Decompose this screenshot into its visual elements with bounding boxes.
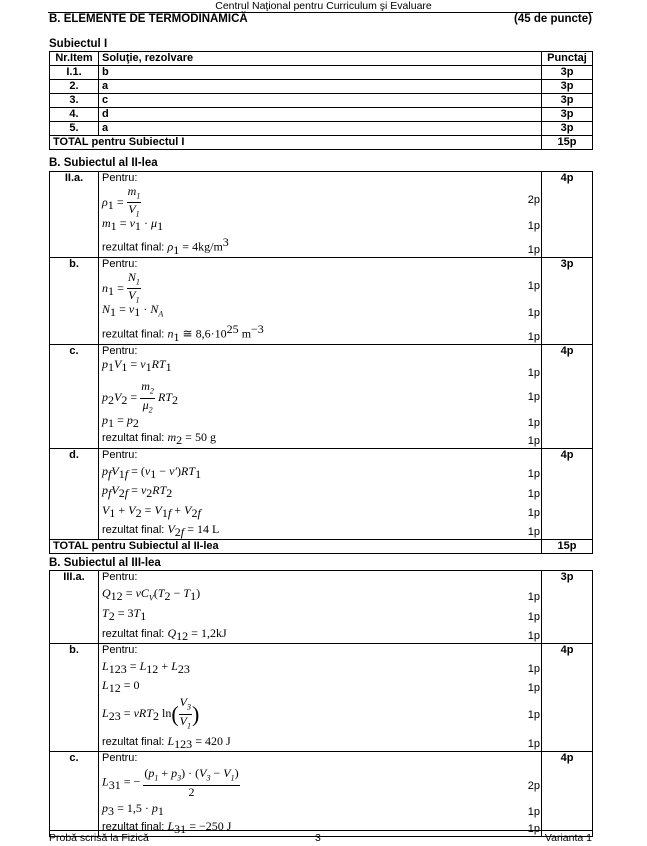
item-solution [99,172,542,258]
result-value: 420 J [205,734,231,749]
line-points: 1p [527,468,540,481]
line-points: 1p [527,629,540,642]
item-number: c. [50,752,99,836]
item-points: 4p [542,345,593,449]
item-answer: c [99,94,542,108]
item-points: 3p [542,94,593,108]
result-value: 50 g [195,430,217,445]
item-number: 5. [50,122,99,136]
item-row [50,752,593,836]
line-points: 1p [527,682,540,695]
result-line: rezultat final: $L_{31} = -250$ J 1p [102,818,540,836]
item-points: 3p [542,571,593,644]
line-points: 1p [527,506,540,519]
total-points: 15p [542,136,593,150]
subiect3-heading: B. Subiectul al III-lea [49,557,161,569]
formula-line: $p_1V_1 = \nu_1RT_1$ 1p [102,357,540,380]
subiect3-table [49,570,593,837]
formula-line: $L_{123} = L_{12} + L_{23}$ 1p [102,658,540,676]
result-label: rezultat final: [102,523,165,536]
result-line: rezultat final: $Q_{12} = 1,2kJ$ 1p [102,625,540,643]
result-value: 4kg/m [192,239,223,254]
item-number: d. [50,449,99,540]
result-label: rezultat final: [102,432,165,445]
item-points: 3p [542,66,593,80]
item-row [50,571,593,644]
section-points: (45 de puncte) [514,13,592,25]
table-row [50,122,593,136]
line-points: 1p [527,822,540,835]
result-label: rezultat final: [102,820,165,833]
subiect1-table [49,51,593,150]
formula-line: $p_1 = p_2$ 1p [102,413,540,431]
item-solution [99,449,542,540]
item-row [50,172,593,258]
item-points: 4p [542,643,593,752]
result-line: rezultat final: $L_{123} = 420$ J 1p [102,734,540,752]
line-points: 1p [527,244,540,257]
table-row [50,94,593,108]
item-solution [99,752,542,836]
col-solution-header: Soluţie, rezolvare [99,52,542,66]
footer-variant: Varianta 1 [544,832,592,844]
result-label: rezultat final: [102,329,165,342]
line-points: 1p [527,487,540,500]
total-label: TOTAL pentru Subiectul al II-lea [50,540,542,554]
item-points: 3p [542,258,593,345]
item-row [50,258,593,345]
formula-line: $\rho_1$ = $\frac{m_1}{V_1}$ 2p [102,184,540,219]
formula-line: $p_fV_{1f} = (\nu_1 - \nu')RT_1$ 1p [102,464,540,482]
formula-line: $L_{12} = 0$ 1p [102,677,540,696]
item-solution [99,571,542,644]
item-number: I.1. [50,66,99,80]
table-header-row [50,52,593,66]
line-points: 1p [527,709,540,722]
item-answer: a [99,122,542,136]
result-value: 14 L [197,521,220,536]
result-line: rezultat final: $n_1$ ≅ $8,6\cdot 10^{25}$ $m^{-3}$ 1p [102,322,540,345]
item-number: 4. [50,108,99,122]
item-solution [99,643,542,752]
line-points: 2p [527,194,540,206]
total-row [50,540,593,554]
result-unit-exponent: −3 [251,322,264,337]
result-line: rezultat final: $m_2 = 50$ g 1p [102,430,540,448]
formula-line: $L_{23} = \nu RT_2$ ln( $\frac{V_3}{V_1}$ ) 1p [102,695,540,730]
table-row [50,80,593,94]
pentru-label: Pentru: [102,345,138,358]
line-points: 1p [527,220,540,233]
line-points: 1p [527,331,540,344]
item-solution [99,258,542,345]
table-row [50,108,593,122]
pentru-label: Pentru: [102,752,138,765]
item-points: 3p [542,80,593,94]
item-number: III.a. [50,571,99,644]
formula-line: $m_1 = \nu_1 \cdot \mu_1$ 1p [102,216,540,234]
line-points: 1p [527,610,540,623]
item-number: b. [50,643,99,752]
line-points: 1p [527,738,540,751]
line-points: 1p [527,391,540,404]
item-points: 4p [542,449,593,540]
pentru-label: Pentru: [102,571,138,583]
footer-page-number: 3 [315,832,321,844]
formula-line: $p_fV_{2f} = \nu_2RT_2$ 1p [102,483,540,501]
result-label: rezultat final: [102,736,165,749]
item-points: 4p [542,752,593,836]
total-label: TOTAL pentru Subiectul I [50,136,542,150]
result-exponent: 25 [226,322,239,337]
result-value: 1,2kJ [201,625,227,640]
item-row [50,643,593,752]
item-number: b. [50,258,99,345]
col-item-header: Nr.Item [50,52,99,66]
item-number: II.a. [50,172,99,258]
formula-line: $Q_{12} = \nu C_V(T_2 - T_1)$ 1p [102,586,540,604]
formula-line: $n_1$ = $\frac{N_1}{V_1}$ 1p [102,270,540,305]
subiect2-table [49,171,593,554]
pentru-label: Pentru: [102,172,138,184]
page-header: Centrul Naţional pentru Curriculum şi Evaluare [215,0,432,12]
pentru-label: Pentru: [102,643,138,656]
result-unit: m [241,327,252,342]
line-points: 1p [527,662,540,675]
line-points: 2p [527,780,540,793]
line-points: 1p [527,417,540,430]
item-answer: d [99,108,542,122]
formula-line: $L_{31}$ = − $\frac{(p_1 + p_3) \cdot (V_3 - V_1)}{2}$ 2p [102,766,540,799]
section-title: B. ELEMENTE DE TERMODINAMICĂ [49,13,248,25]
line-points: 1p [527,434,540,447]
item-row [50,449,593,540]
total-row [50,136,593,150]
formula-line: $V_1 + V_2 = V_{1f} + V_{2f}$ 1p [102,502,540,520]
item-answer: b [99,66,542,80]
line-points: 1p [527,280,540,293]
result-label: rezultat final: [102,627,165,640]
total-points: 15p [542,540,593,554]
page-footer [49,830,592,844]
result-line: rezultat final: $V_{2f} = 14$ L 1p [102,521,540,540]
subiect1-heading: Subiectul I [49,38,108,50]
item-row [50,345,593,449]
line-points: 1p [527,805,540,818]
item-points: 3p [542,122,593,136]
subiect2-heading: B. Subiectul al II-lea [49,157,158,169]
pentru-label: Pentru: [102,258,138,271]
pentru-label: Pentru: [102,449,138,462]
line-points: 1p [527,367,540,380]
footer-exam-name: Probă scrisă la Fizică [49,832,149,844]
line-points: 1p [527,591,540,604]
item-number: 2. [50,80,99,94]
result-value: −250 J [199,818,232,833]
col-points-header: Punctaj [542,52,593,66]
formula-line: $T_2 = 3T_1$ 1p [102,606,540,624]
result-value: 8,6·10 [195,327,227,342]
result-label: rezultat final: [102,241,165,254]
line-points: 1p [527,307,540,320]
formula-line: $p_2V_2$ = $\frac{m_2}{\mu_2}$ $RT_2$ 1p [102,379,540,415]
item-number: 3. [50,94,99,108]
item-points: 3p [542,108,593,122]
table-row [50,66,593,80]
line-points: 1p [527,526,540,539]
formula-line: $p_3 = 1,5 \cdot p_1$ 1p [102,801,540,819]
item-points: 4p [542,172,593,258]
item-answer: a [99,80,542,94]
result-line: rezultat final: $\rho_1 = 4kg/m^3$ 1p [102,235,540,258]
item-number: c. [50,345,99,449]
item-solution [99,345,542,449]
formula-line: $N_1 = \nu_1 \cdot N_A$ 1p [102,302,540,320]
